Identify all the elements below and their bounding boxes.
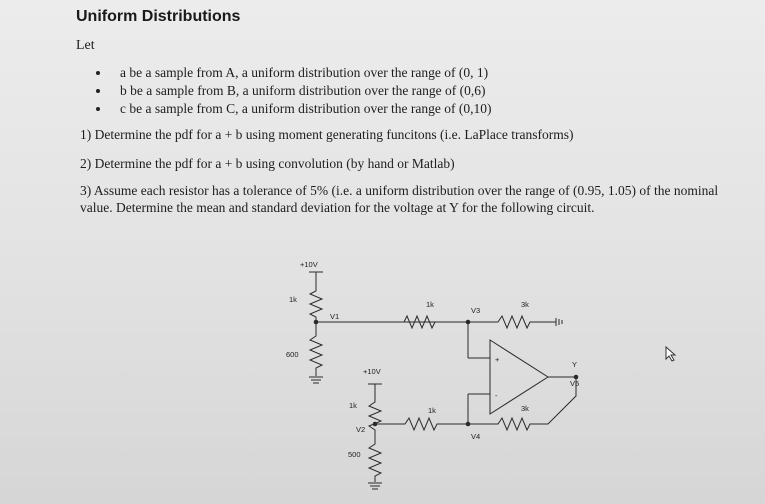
question-3: 3) Assume each resistor has a tolerance of 5% (i.e. a uniform distribution over the range of (0.95, 1.05) of the nominal value. Determine the mean and standard deviation for the voltage at Y for the following circuit.: [80, 183, 719, 215]
label-r-v1-v3: 1k: [426, 300, 434, 309]
node-dot: [314, 320, 319, 325]
resistor-1k-v2-v4: [375, 418, 468, 430]
node-dot: [373, 422, 378, 427]
resistor-500: [369, 434, 381, 482]
label-minus: -: [495, 391, 498, 400]
mouse-cursor-icon: [664, 345, 680, 363]
node-dot: [466, 320, 471, 325]
node-dot: [466, 422, 471, 427]
label-r-3k-bottom: 3k: [521, 404, 529, 413]
bullet-text: a be a sample from A, a uniform distribution over the range of (0, 1): [120, 65, 489, 80]
label-r-3k-top: 3k: [521, 300, 529, 309]
question-1: 1) Determine the pdf for a + b using moment generating funcitons (i.e. LaPlace transforms): [80, 127, 574, 142]
label-y: Y: [572, 360, 578, 369]
resistor-600: [310, 322, 322, 376]
resistor-1k-left: [369, 398, 381, 434]
label-supply-top: +10V: [300, 260, 318, 269]
page-title: Uniform Distributions: [76, 8, 241, 25]
label-v4: V4: [471, 432, 481, 441]
label-v3: V3: [471, 306, 481, 315]
resistor-1k-top: [310, 288, 322, 322]
bullet-text: b be a sample from B, a uniform distribution over the range of (0,6): [120, 83, 486, 98]
op-amp: [490, 340, 548, 414]
label-r-1k-left: 1k: [349, 401, 357, 410]
label-r-top: 1k: [289, 295, 297, 304]
intro-text: Let: [76, 38, 95, 53]
resistor-3k-top: [468, 316, 556, 328]
label-v1: V1: [330, 312, 340, 321]
label-r-v2-v4: 1k: [428, 406, 436, 415]
bullet-text: c be a sample from C, a uniform distribution over the range of (0,10): [120, 101, 492, 116]
label-supply-mid: +10V: [363, 367, 381, 376]
label-v2: V2: [356, 425, 366, 434]
label-r-500: 500: [348, 450, 361, 459]
label-v5: V5: [570, 379, 580, 388]
label-r-600: 600: [286, 350, 299, 359]
label-plus: +: [495, 355, 500, 364]
question-2: 2) Determine the pdf for a + b using convolution (by hand or Matlab): [80, 156, 455, 171]
